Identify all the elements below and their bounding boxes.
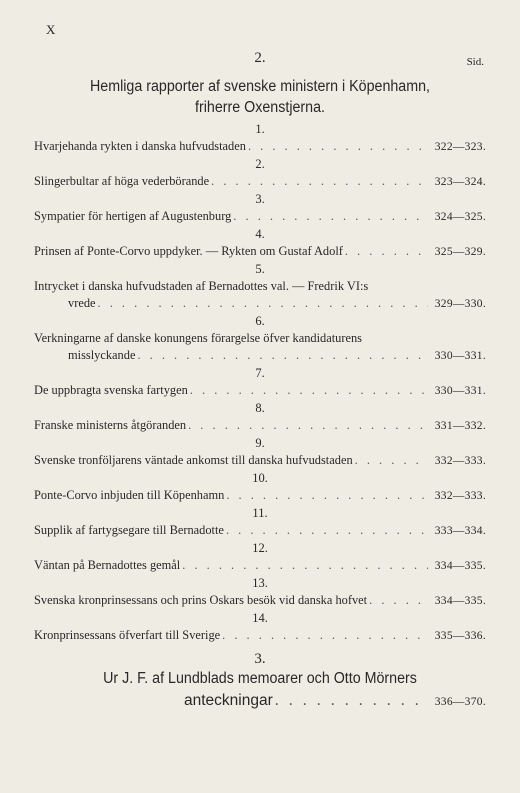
- entry-pages: 330—331.: [434, 385, 486, 397]
- section-3-title-line1: Ur J. F. af Lundblads memoarer och Otto Mörners: [103, 670, 417, 687]
- leader-dots: [353, 452, 428, 469]
- leader-dots: [231, 208, 428, 225]
- entry-title: Franske ministerns åtgöranden: [34, 418, 187, 432]
- entry-title: Väntan på Bernadottes gemål: [34, 558, 181, 572]
- toc-entry: [34, 364, 486, 399]
- entry-title: Slingerbultar af höga vederbörande: [34, 174, 210, 188]
- entry-number: 5.: [255, 262, 265, 276]
- toc-entry: [34, 399, 486, 434]
- toc-entries: [34, 120, 486, 712]
- entry-title: Supplik af fartygsegare till Bernadotte: [34, 523, 224, 537]
- leader-dots: [367, 592, 428, 609]
- section-2-title-line2: friherre Oxenstjerna.: [195, 99, 325, 116]
- entry-title-line1: Verkningarne af danske konungens förargelse öfver kandidaturens: [34, 331, 363, 345]
- entry-number: 14.: [252, 611, 268, 625]
- entry-title: Svenske tronföljarens väntade ankomst till danska hufvudstaden: [34, 453, 353, 467]
- entry-title: Prinsen af Ponte-Corvo uppdyker. — Rykten om Gustaf Adolf: [34, 244, 343, 258]
- entry-number: 13.: [252, 576, 268, 590]
- entry-title-line1: Intrycket i danska hufvudstaden af Bernadottes val. — Fredrik VI:s: [34, 279, 369, 293]
- leader-dots: [224, 487, 428, 504]
- section-3-number: 3.: [254, 651, 266, 667]
- entry-title: misslyckande: [68, 348, 136, 362]
- leader-dots: [188, 382, 428, 399]
- entry-number: 8.: [255, 401, 265, 415]
- toc-entry: [34, 609, 486, 644]
- leader-dots: [135, 347, 428, 364]
- section-3-title-line2: anteckningar: [184, 692, 273, 709]
- entry-number: 12.: [252, 541, 268, 555]
- leader-dots: [209, 173, 428, 190]
- entry-number: 11.: [252, 506, 268, 520]
- section-2-title-line1: Hemliga rapporter af svenske ministern i Köpenhamn,: [89, 78, 431, 95]
- toc-entry: [34, 225, 486, 260]
- entry-pages: 334—335.: [434, 595, 486, 607]
- entry-title: De uppbragta svenska fartygen: [34, 383, 188, 397]
- toc-entry: [34, 155, 486, 190]
- entry-number: 6.: [255, 314, 265, 328]
- toc-entry: [34, 469, 486, 504]
- entry-number: 7.: [255, 366, 265, 380]
- toc-entry: [34, 539, 486, 574]
- entry-pages: 329—330.: [434, 298, 486, 310]
- toc-entry: [34, 434, 486, 469]
- leader-dots: [246, 138, 428, 155]
- entry-title: Ponte-Corvo inbjuden till Köpenhamn: [34, 488, 225, 502]
- toc-entry: [34, 504, 486, 539]
- entry-pages: 325—329.: [434, 246, 486, 258]
- leader-dots: [224, 522, 428, 539]
- entry-pages: 335—336.: [434, 630, 486, 642]
- entry-title: Kronprinsessans öfverfart till Sverige: [34, 628, 221, 642]
- entry-title: Sympatier för hertigen af Augustenburg: [34, 209, 232, 223]
- leader-dots: [96, 295, 428, 312]
- toc-entry: [34, 312, 486, 364]
- entry-title: Hvarjehanda rykten i danska hufvudstaden: [34, 139, 246, 153]
- toc-entry: [34, 260, 486, 312]
- toc-entry: [34, 190, 486, 225]
- entry-pages: 330—331.: [434, 350, 486, 362]
- leader-dots: [180, 557, 428, 574]
- entry-number: 3.: [255, 192, 265, 206]
- section-3-pages: 336—370.: [434, 696, 486, 708]
- page-column-label: Sid.: [466, 56, 484, 68]
- leader-dots: [186, 417, 428, 434]
- entry-number: 1.: [255, 122, 265, 136]
- entry-number: 2.: [255, 157, 265, 171]
- entry-pages: 334—335.: [434, 560, 486, 572]
- entry-title: vrede: [68, 296, 96, 310]
- page-number: X: [46, 22, 57, 37]
- entry-pages: 332—333.: [434, 455, 486, 467]
- entry-pages: 324—325.: [434, 211, 486, 223]
- leader-dots: [220, 627, 428, 644]
- entry-pages: 323—324.: [434, 176, 486, 188]
- entry-number: 9.: [255, 436, 265, 450]
- leader-dots: [343, 243, 428, 260]
- entry-title: Svenska kronprinsessans och prins Oskars besök vid danska hofvet: [34, 593, 368, 607]
- entry-number: 10.: [252, 471, 268, 485]
- entry-pages: 332—333.: [434, 490, 486, 502]
- leader-dots: [273, 690, 428, 712]
- toc-entry: [34, 574, 486, 609]
- entry-pages: 331—332.: [434, 420, 486, 432]
- toc-entry: [34, 120, 486, 155]
- entry-pages: 333—334.: [434, 525, 486, 537]
- section-2-title: [58, 76, 463, 118]
- entry-pages: 322—323.: [434, 141, 486, 153]
- entry-number: 4.: [255, 227, 265, 241]
- section-2-number: 2.: [254, 50, 266, 66]
